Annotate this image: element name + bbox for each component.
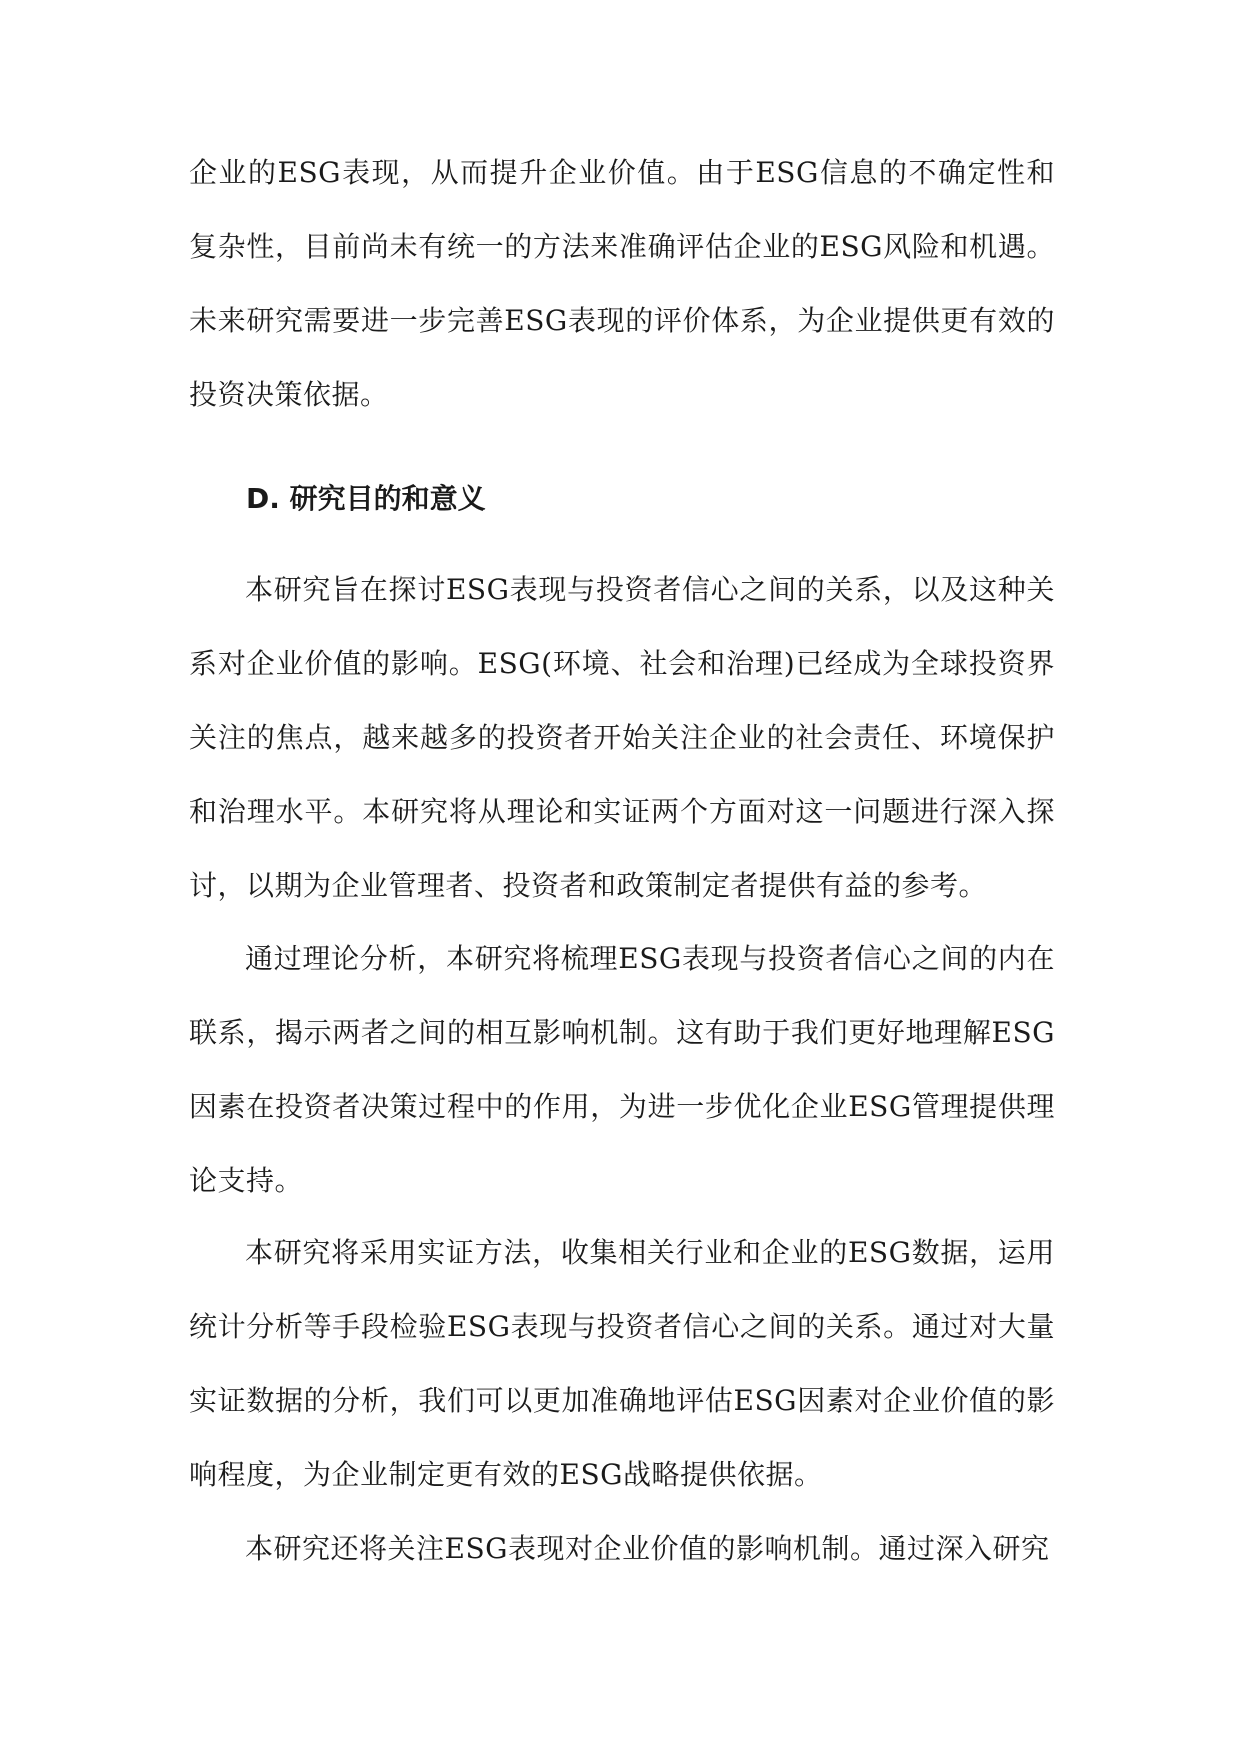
paragraph-4: 本研究将采用实证方法，收集相关行业和企业的ESG数据，运用统计分析等手段检验ESG表现与投资者信心之间的关系。通过对大量实证数据的分析，我们可以更加准确地评估ESG因素对企业价值的影响程度，为企业制定更有效的ESG战略提供依据。 [189, 1236, 1055, 1491]
paragraph-5: 本研究还将关注ESG表现对企业价值的影响机制。通过深入研究 [245, 1532, 1050, 1565]
paragraph-3: 通过理论分析，本研究将梳理ESG表现与投资者信心之间的内在联系，揭示两者之间的相互影响机制。这有助于我们更好地理解ESG因素在投资者决策过程中的作用，为进一步优化企业ESG管理提供理论支持。 [189, 942, 1055, 1197]
section-heading: D. 研究目的和意义 [246, 482, 486, 515]
paragraph-2: 本研究旨在探讨ESG表现与投资者信心之间的关系，以及这种关系对企业价值的影响。ESG(环境、社会和治理)已经成为全球投资界关注的焦点，越来越多的投资者开始关注企业的社会责任、环境保护和治理水平。本研究将从理论和实证两个方面对这一问题进行深入探讨，以期为企业管理者、投资者和政策制定者提供有益的参考。 [189, 573, 1055, 902]
paragraph-1: 企业的ESG表现，从而提升企业价值。由于ESG信息的不确定性和复杂性，目前尚未有统一的方法来准确评估企业的ESG风险和机遇。未来研究需要进一步完善ESG表现的评价体系，为企业提供更有效的投资决策依据。 [189, 156, 1055, 411]
